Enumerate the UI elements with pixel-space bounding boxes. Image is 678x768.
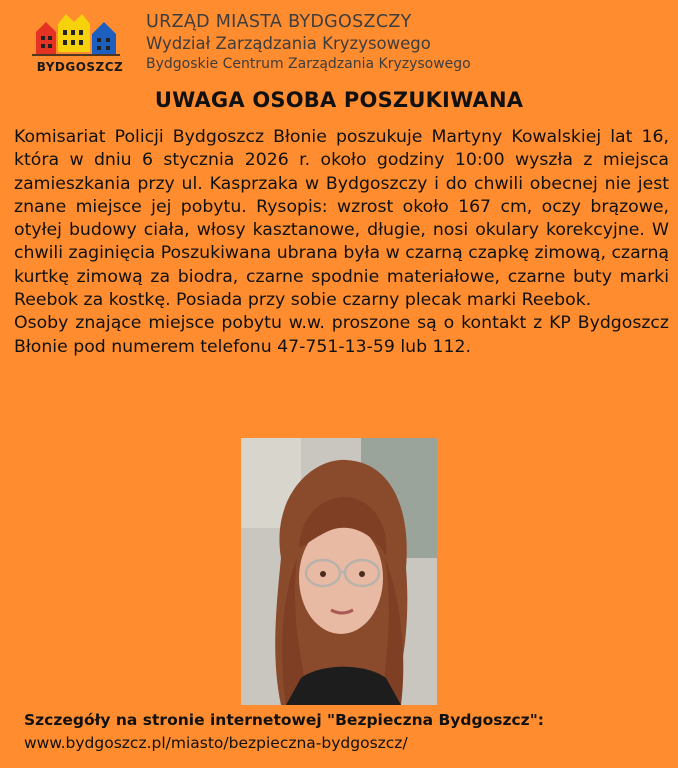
organization-block [146,12,471,74]
houses-icon [28,10,132,60]
org-name: URZĄD MIASTA BYDGOSZCZY [146,12,412,32]
notice-title: UWAGA OSOBA POSZUKIWANA [154,88,524,112]
footer [24,709,544,755]
notice-body [14,126,669,359]
missing-person-photo [241,438,437,705]
contact-paragraph: Osoby znające miejsce pobytu w.w. proszone są o kontakt z KP Bydgoszcz Błonie pod numerem telefonu 47-751-13-59 lub 112. [14,313,669,357]
city-logo [28,10,132,80]
logo-text: BYDGOSZCZ [36,60,124,74]
description-paragraph: Komisariat Policji Bydgoszcz Błonie poszukuje Martyny Kowalskiej lat 16, która w dniu 6 stycznia 2026 r. około godziny 10:00 wyszła z miejsca zamieszkania przy ul. Kasprzaka w Bydgoszczy i do chwili obecnej nie jest znane miejsce jej pobytu. Rysopis: wzrost około 167 cm, oczy brązowe, otyłej budowy ciała, włosy kasztanowe, długie, nosi okulary korekcyjne. W chwili zaginięcia Poszukiwana ubrana była w czarną czapkę zimową, czarną kurtkę zimową za biodra, czarne spodnie materiałowe, czarne buty marki Reebok za kostkę. Posiada przy sobie czarny plecak marki Reebok. [14,127,669,311]
org-center: Bydgoskie Centrum Zarządzania Kryzysowego [146,56,471,72]
header [0,0,678,86]
footer-label: Szczegóły na stronie internetowej "Bezpieczna Bydgoszcz": [24,711,544,729]
org-department: Wydział Zarządzania Kryzysowego [146,34,431,53]
website-link[interactable]: www.bydgoszcz.pl/miasto/bezpieczna-bydgoszcz/ [24,734,408,752]
